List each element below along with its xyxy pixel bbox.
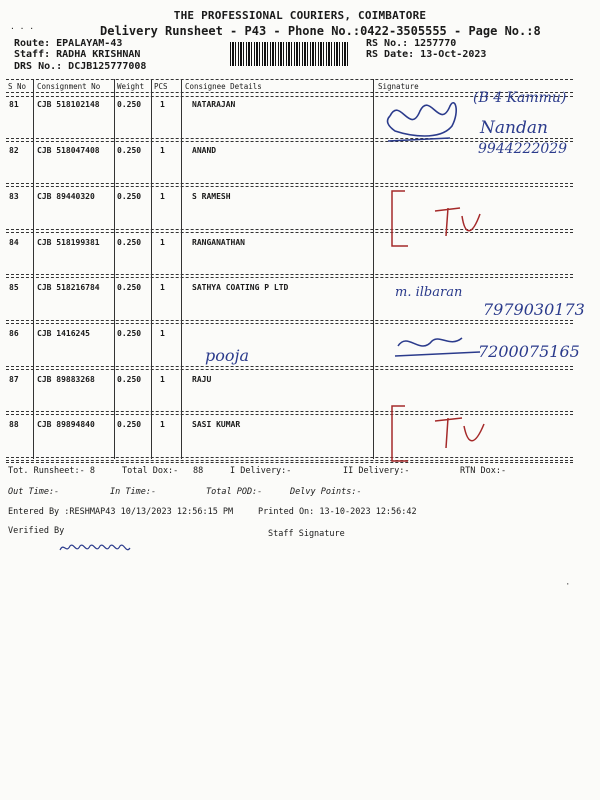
col-divider bbox=[373, 79, 374, 459]
pcs-cell: 1 bbox=[160, 420, 165, 429]
row85-handwritten-name: m. ilbaran bbox=[395, 285, 463, 300]
total-pod: Total POD:- bbox=[206, 487, 263, 497]
col-divider bbox=[33, 79, 34, 459]
row88-stamp-bracket bbox=[392, 406, 408, 461]
table-top-line bbox=[6, 79, 573, 80]
row86-handwritten-phone: 7200075165 bbox=[478, 342, 580, 361]
weight-cell: 0.250 bbox=[117, 329, 142, 338]
sno-cell: 81 bbox=[9, 100, 19, 109]
consignment-cell: CJB 89894840 bbox=[37, 420, 95, 429]
row86-signature-underline bbox=[395, 352, 480, 356]
pcs-cell: 1 bbox=[160, 238, 165, 247]
pcs-cell: 1 bbox=[160, 100, 165, 109]
col-header-sno: S No bbox=[8, 82, 27, 91]
route-label: Route: EPALAYAM-43 bbox=[14, 38, 123, 49]
consignment-cell: CJB 518199381 bbox=[37, 238, 100, 247]
row88-stamp-mark bbox=[435, 418, 484, 448]
runsheet-subtitle: Delivery Runsheet - P43 - Phone No.:0422-3505555 - Page No.:8 bbox=[100, 24, 541, 38]
weight-cell: 0.250 bbox=[117, 375, 142, 384]
consignee-cell: RANGANATHAN bbox=[192, 238, 245, 247]
out-time: Out Time:- bbox=[8, 487, 60, 497]
weight-cell: 0.250 bbox=[117, 100, 142, 109]
staff-signature-label: Staff Signature bbox=[268, 529, 345, 539]
rs-date: RS Date: 13-Oct-2023 bbox=[366, 49, 487, 60]
row83-stamp-bracket bbox=[392, 191, 408, 246]
sno-cell: 87 bbox=[9, 375, 19, 384]
delvy-points: Delvy Points:- bbox=[290, 487, 362, 497]
pcs-cell: 1 bbox=[160, 375, 165, 384]
consignment-cell: CJB 89883268 bbox=[37, 375, 95, 384]
pcs-cell: 1 bbox=[160, 329, 165, 338]
corner-dots: · · · bbox=[10, 24, 35, 33]
consignee-cell: NATARAJAN bbox=[192, 100, 236, 109]
weight-cell: 0.250 bbox=[117, 146, 142, 155]
consignment-cell: CJB 89440320 bbox=[37, 192, 95, 201]
col-header-consignee: Consignee Details bbox=[185, 82, 262, 91]
printed-on: Printed On: 13-10-2023 12:56:42 bbox=[258, 507, 417, 517]
weight-cell: 0.250 bbox=[117, 283, 142, 292]
consignee-cell: RAJU bbox=[192, 375, 212, 384]
drs-number: DRS No.: DCJB125777008 bbox=[14, 61, 147, 72]
row81-signature-scribble bbox=[388, 103, 457, 136]
stray-mark: · bbox=[565, 580, 571, 590]
col-divider bbox=[114, 79, 115, 459]
row86-signature-scribble bbox=[398, 338, 462, 346]
weight-cell: 0.250 bbox=[117, 192, 142, 201]
pcs-cell: 1 bbox=[160, 283, 165, 292]
weight-cell: 0.250 bbox=[117, 420, 142, 429]
rtn-dox: RTN Dox:- bbox=[460, 466, 507, 476]
footer-divider bbox=[6, 462, 573, 463]
sno-cell: 83 bbox=[9, 192, 19, 201]
consignment-cell: CJB 1416245 bbox=[37, 329, 90, 338]
pcs-cell: 1 bbox=[160, 192, 165, 201]
ii-delivery: II Delivery:- bbox=[343, 466, 410, 476]
sno-cell: 85 bbox=[9, 283, 19, 292]
weight-cell: 0.250 bbox=[117, 238, 142, 247]
total-dox-value: 88 bbox=[193, 466, 204, 476]
in-time: In Time:- bbox=[110, 487, 157, 497]
consignment-cell: CJB 518102148 bbox=[37, 100, 100, 109]
col-header-pcs: PCS bbox=[154, 82, 168, 91]
consignee-cell: ANAND bbox=[192, 146, 217, 155]
consignment-cell: CJB 518216784 bbox=[37, 283, 100, 292]
staff-label: Staff: RADHA KRISHNAN bbox=[14, 49, 141, 60]
sno-cell: 88 bbox=[9, 420, 19, 429]
verified-by: Verified By bbox=[8, 526, 65, 536]
row81-handwritten-name: Nandan bbox=[480, 118, 548, 138]
col-header-weight: Weight bbox=[117, 82, 145, 91]
row86-handwritten-name: pooja bbox=[205, 346, 250, 365]
consignment-cell: CJB 518047408 bbox=[37, 146, 100, 155]
pcs-cell: 1 bbox=[160, 146, 165, 155]
barcode bbox=[230, 42, 350, 66]
i-delivery: I Delivery:- bbox=[230, 466, 292, 476]
row81-signature-underline bbox=[388, 138, 450, 141]
verifier-signature bbox=[58, 540, 138, 556]
company-title: THE PROFESSIONAL COURIERS, COIMBATORE bbox=[173, 9, 427, 22]
row82-handwritten-phone: 9944222029 bbox=[478, 141, 568, 157]
entered-by: Entered By :RESHMAP43 10/13/2023 12:56:15 PM bbox=[8, 507, 234, 517]
tot-runsheet: Tot. Runsheet:- 8 bbox=[8, 466, 95, 476]
row81-handwritten-note: (B 4 Kammu) bbox=[473, 90, 567, 106]
col-divider bbox=[181, 79, 182, 459]
col-divider bbox=[151, 79, 152, 459]
consignee-cell: S RAMESH bbox=[192, 192, 231, 201]
row83-stamp-mark bbox=[435, 208, 480, 236]
consignee-cell: SASI KUMAR bbox=[192, 420, 241, 429]
col-header-signature: Signature bbox=[378, 82, 419, 91]
sno-cell: 86 bbox=[9, 329, 19, 338]
consignee-cell: SATHYA COATING P LTD bbox=[192, 283, 289, 292]
sno-cell: 84 bbox=[9, 238, 19, 247]
sno-cell: 82 bbox=[9, 146, 19, 155]
col-header-consignment: Consignment No bbox=[37, 82, 101, 91]
total-dox-label: Total Dox:- bbox=[122, 466, 179, 476]
row85-handwritten-phone: 7979030173 bbox=[483, 300, 585, 319]
rs-number: RS No.: 1257770 bbox=[366, 38, 457, 49]
